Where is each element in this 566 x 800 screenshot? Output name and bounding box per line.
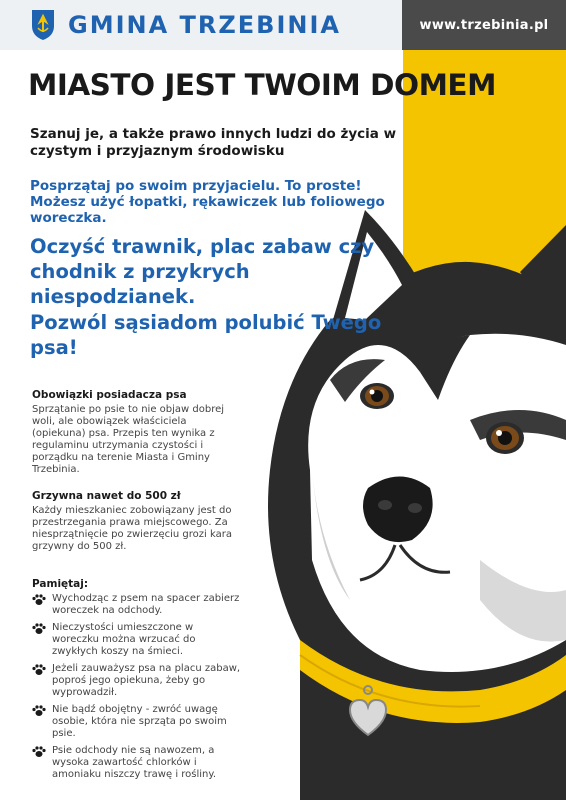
- header-brand-area: [0, 0, 402, 50]
- paw-icon: [32, 594, 46, 606]
- lead-text: Szanuj je, a także prawo innych ludzi do życia w czystym i przyjaznym środowisku: [30, 126, 397, 159]
- cleanup-text: Posprzątaj po swoim przyjacielu. To proste! Możesz użyć łopatki, rękawiczek lub foliowego woreczka.: [30, 178, 385, 226]
- header: [0, 0, 566, 50]
- remember-section: [32, 578, 242, 786]
- section-body: Sprzątanie po psie to nie objaw dobrej woli, ale obowiązek właściciela (opiekuna) psa. Przepis ten wynika z regulaminu utrzymania czystości i porządku na terenie Miasta i Gminy Trzebinia.: [32, 404, 225, 475]
- list-item: [32, 663, 242, 699]
- list-item: [32, 704, 242, 740]
- clean-lawn-text: Oczyść trawnik, plac zabaw czy chodnik z przykrych niespodzianek.: [30, 235, 375, 308]
- headline-part2: DOMEM: [370, 68, 496, 102]
- paw-icon: [32, 746, 46, 758]
- header-url-area: [402, 0, 566, 50]
- paw-icon: [32, 623, 46, 635]
- list-item-text: Wychodząc z psem na spacer zabierz woreczek na odchody.: [52, 593, 240, 616]
- remember-title: Pamiętaj:: [32, 578, 89, 590]
- headline: [28, 68, 496, 102]
- fine-section: [32, 490, 242, 553]
- section-title: Obowiązki posiadacza psa: [32, 389, 187, 401]
- paw-icon: [32, 705, 46, 717]
- website-link[interactable]: www.trzebinia.pl: [419, 17, 549, 33]
- list-item-text: Psie odchody nie są nawozem, a wysoka zawartość chlorków i amoniaku niszczy trawę i rośliny.: [52, 745, 217, 780]
- list-item-text: Nie bądź obojętny - zwróć uwagę osobie, która nie sprząta po swoim psie.: [52, 704, 227, 739]
- list-item: [32, 745, 242, 781]
- crest-icon: [30, 8, 56, 42]
- section-body: Każdy mieszkaniec zobowiązany jest do przestrzegania prawa miejscowego. Za niesprzątnięcie po zwierzęciu grozi kara grzywny do 500 zł.: [32, 505, 232, 552]
- paw-icon: [32, 664, 46, 676]
- section-title: Grzywna nawet do 500 zł: [32, 490, 181, 502]
- list-item-text: Jeżeli zauważysz psa na placu zabaw, poproś jego opiekuna, żeby go wyprowadził.: [52, 663, 241, 698]
- remember-list: [32, 593, 242, 781]
- neighbors-text: Pozwól sąsiadom polubić Twego psa!: [30, 311, 382, 359]
- list-item-text: Nieczystości umieszczone w woreczku można wrzucać do zwykłych koszy na śmieci.: [52, 622, 196, 657]
- brand-title: GMINA TRZEBINIA: [68, 11, 341, 39]
- list-item: [32, 622, 242, 658]
- owner-duties-section: [32, 389, 242, 476]
- headline-part1: MIASTO JEST TWOIM: [28, 68, 370, 102]
- list-item: [32, 593, 242, 617]
